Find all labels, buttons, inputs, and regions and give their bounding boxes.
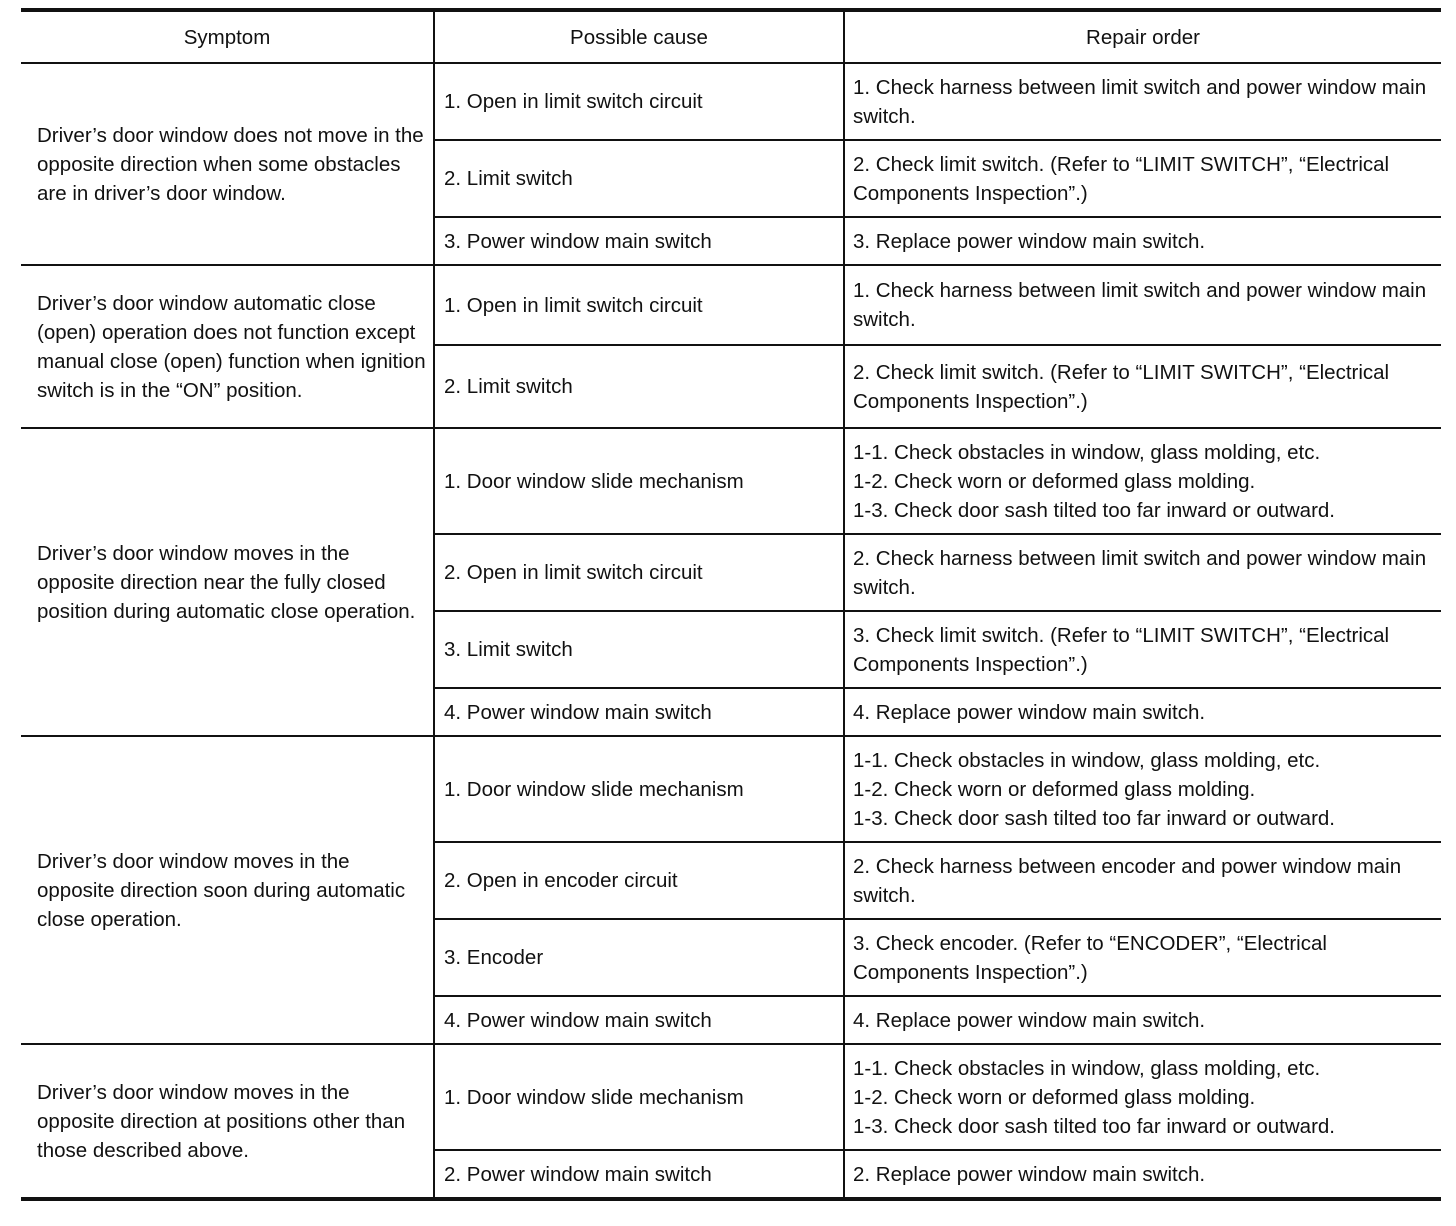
possible-cause-cell: 2. Power window main switch bbox=[434, 1150, 844, 1199]
symptom-cell: Driver’s door window moves in the opposite direction soon during automatic close operation. bbox=[21, 736, 434, 1044]
possible-cause-cell: 3. Limit switch bbox=[434, 611, 844, 688]
possible-cause-cell: 4. Power window main switch bbox=[434, 688, 844, 736]
repair-order-cell bbox=[844, 736, 1441, 842]
repair-step: 2. Check limit switch. (Refer to “LIMIT SWITCH”, “Electrical Components Inspection”.) bbox=[853, 152, 1390, 205]
symptom-cell: Driver’s door window moves in the opposite direction at positions other than those described above. bbox=[21, 1044, 434, 1199]
possible-cause-cell: 1. Door window slide mechanism bbox=[434, 428, 844, 534]
repair-order-cell bbox=[844, 1150, 1441, 1199]
header-repair-order: Repair order bbox=[844, 10, 1441, 63]
header-symptom: Symptom bbox=[21, 10, 434, 63]
table-row bbox=[21, 63, 1441, 140]
possible-cause-cell: 2. Open in encoder circuit bbox=[434, 842, 844, 919]
repair-order-cell bbox=[844, 217, 1441, 265]
repair-order-cell bbox=[844, 996, 1441, 1044]
repair-order-cell bbox=[844, 428, 1441, 534]
repair-step: 1. Check harness between limit switch and power window main switch. bbox=[853, 75, 1427, 128]
possible-cause-cell: 1. Door window slide mechanism bbox=[434, 736, 844, 842]
table-body bbox=[21, 63, 1441, 1199]
repair-order-cell bbox=[844, 534, 1441, 611]
table-row bbox=[21, 428, 1441, 534]
repair-step: 4. Replace power window main switch. bbox=[853, 700, 1206, 724]
repair-order-cell bbox=[844, 842, 1441, 919]
repair-order-cell bbox=[844, 1044, 1441, 1150]
repair-step: 4. Replace power window main switch. bbox=[853, 1008, 1206, 1032]
repair-step: 2. Check harness between limit switch and power window main switch. bbox=[853, 546, 1427, 599]
symptom-cell: Driver’s door window automatic close (open) operation does not function except manual close (open) function when ignition switch is in the “ON” position. bbox=[21, 265, 434, 428]
repair-order-cell bbox=[844, 345, 1441, 428]
repair-step: 1-1. Check obstacles in window, glass molding, etc. bbox=[853, 1056, 1321, 1080]
repair-step: 1-3. Check door sash tilted too far inward or outward. bbox=[853, 806, 1335, 830]
repair-order-cell bbox=[844, 919, 1441, 996]
header-row bbox=[21, 10, 1441, 63]
repair-step: 3. Check encoder. (Refer to “ENCODER”, “Electrical Components Inspection”.) bbox=[853, 931, 1327, 984]
symptom-cell: Driver’s door window does not move in the opposite direction when some obstacles are in driver’s door window. bbox=[21, 63, 434, 265]
repair-step: 1. Check harness between limit switch and power window main switch. bbox=[853, 279, 1427, 331]
header-possible-cause: Possible cause bbox=[434, 10, 844, 63]
symptom-cell: Driver’s door window moves in the opposite direction near the fully closed position during automatic close operation. bbox=[21, 428, 434, 736]
possible-cause-cell: 1. Open in limit switch circuit bbox=[434, 63, 844, 140]
possible-cause-cell: 2. Limit switch bbox=[434, 140, 844, 217]
possible-cause-cell: 2. Limit switch bbox=[434, 345, 844, 428]
repair-step: 2. Check harness between encoder and power window main switch. bbox=[853, 854, 1402, 907]
possible-cause-cell: 2. Open in limit switch circuit bbox=[434, 534, 844, 611]
repair-step: 2. Check limit switch. (Refer to “LIMIT SWITCH”, “Electrical Components Inspection”.) bbox=[853, 360, 1390, 413]
repair-step: 3. Check limit switch. (Refer to “LIMIT SWITCH”, “Electrical Components Inspection”.) bbox=[853, 623, 1390, 676]
repair-step: 1-1. Check obstacles in window, glass molding, etc. bbox=[853, 748, 1321, 772]
repair-step: 2. Replace power window main switch. bbox=[853, 1162, 1206, 1186]
possible-cause-cell: 1. Door window slide mechanism bbox=[434, 1044, 844, 1150]
repair-step: 1-2. Check worn or deformed glass molding. bbox=[853, 1085, 1256, 1109]
possible-cause-cell: 4. Power window main switch bbox=[434, 996, 844, 1044]
repair-step: 1-1. Check obstacles in window, glass molding, etc. bbox=[853, 440, 1321, 464]
possible-cause-cell: 1. Open in limit switch circuit bbox=[434, 265, 844, 345]
repair-order-cell bbox=[844, 688, 1441, 736]
table-row bbox=[21, 736, 1441, 842]
repair-order-cell bbox=[844, 140, 1441, 217]
table-row bbox=[21, 1044, 1441, 1150]
repair-step: 1-2. Check worn or deformed glass molding. bbox=[853, 777, 1256, 801]
repair-order-cell bbox=[844, 63, 1441, 140]
repair-step: 1-3. Check door sash tilted too far inward or outward. bbox=[853, 498, 1335, 522]
repair-order-cell bbox=[844, 265, 1441, 345]
possible-cause-cell: 3. Power window main switch bbox=[434, 217, 844, 265]
repair-step: 3. Replace power window main switch. bbox=[853, 229, 1206, 253]
troubleshooting-table bbox=[21, 8, 1441, 1201]
repair-order-cell bbox=[844, 611, 1441, 688]
possible-cause-cell: 3. Encoder bbox=[434, 919, 844, 996]
table-row bbox=[21, 265, 1441, 345]
repair-step: 1-2. Check worn or deformed glass molding. bbox=[853, 469, 1256, 493]
repair-step: 1-3. Check door sash tilted too far inward or outward. bbox=[853, 1114, 1335, 1138]
